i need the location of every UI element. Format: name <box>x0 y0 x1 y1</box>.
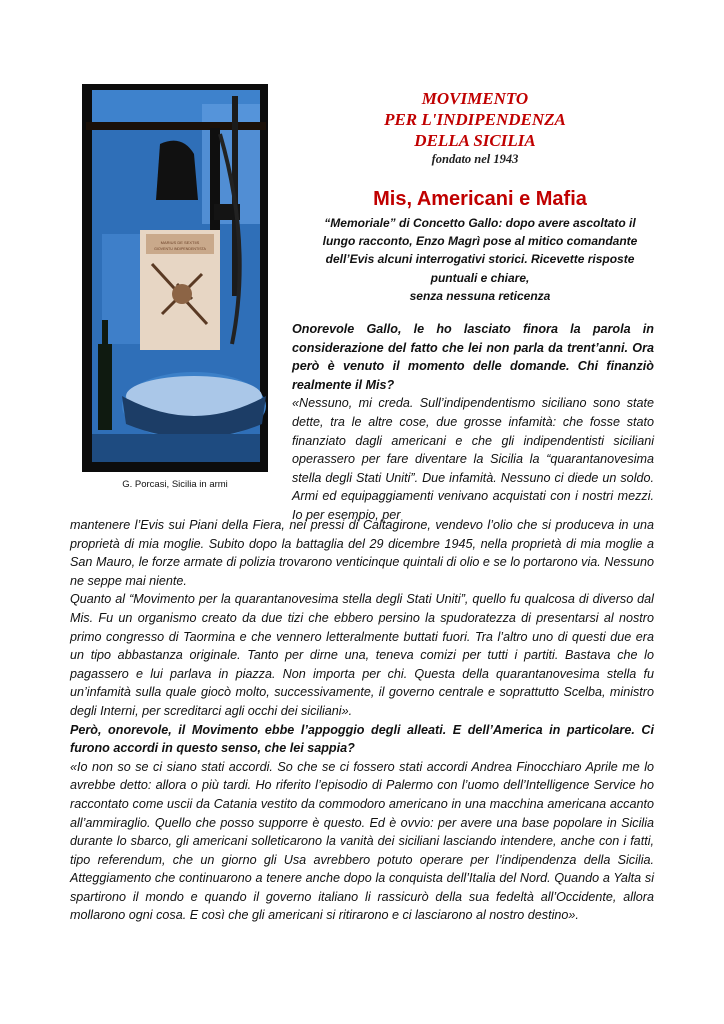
article-body <box>70 516 654 925</box>
question-1: Onorevole Gallo, le ho lasciato finora la parola in considerazione del fatto che lei non parla da trent’anni. Ora però è venuto il momento delle domande. Chi finanziò realmente il Mis? <box>292 322 654 392</box>
header-line-3: DELLA SICILIA <box>414 131 536 150</box>
header-line-1: MOVIMENTO <box>421 89 529 108</box>
painting-sicilia-in-armi <box>82 84 268 472</box>
header-line-2: PER L'INDIPENDENZA <box>384 110 566 129</box>
answer-1-continued: Quanto al “Movimento per la quarantanovesima stella degli Stati Uniti”, quello fu qualcosa di diverso dal Mis. Fu un organismo creato da due tizi che ebbero persino la spudoratezza di presentarsi al nostro primo congresso di Taormina e che vennero letteralmente buttati fuori. Tra l’altro uno di questi due era un tipo abbastanza originale. Tanto per dirne una, teneva comizi per tutti i partiti. Bastava che lo pagassero e lui parlava in piazza. Non importa per chi. Questa della quarantanovesima stella fu un’infamità sulla quale giocò molto, successivamente, il governo centrale e soprattutto Scelba, ministro degli Interni, per screditarci agli occhi dei siciliani». <box>70 592 654 718</box>
subtitle-line: lungo racconto, Enzo Magrì pose al mitico comandante <box>322 234 638 249</box>
answer-2: «Io non so se ci siano stati accordi. So che se ci fossero stati accordi Andrea Finocchiaro Aprile me lo avrebbe detto: allora o più tardi. Ho riferito l’episodio di Palermo con l’uomo dell’Intelligence Service ho raccontato come uscii da Catania vestito da commodoro americano in una macchina americana accanto all’ammiraglio. Quello che posso supporre è questo. Ed è ovvio: per avere una base popolare in Sicilia durante lo sbarco, gli americani solleticarono la vanità dei siciliani lasciando intendere, anche con i fatti, tipo referendum, che un giorno gli Usa avrebbero potuto operare per l’indipendenza della Sicilia. Atteggiamento che continuarono a tenere anche dopo la conquista dell’Italia del Nord. Quando a Yalta si spartirono il mondo e quando il governo italiano li rassicurò della sua fedeltà all’Occidente, allora mollarono ogni cosa. E così che gli americani si ritirarono e ci lasciarono al nostro destino». <box>70 759 654 923</box>
header-founded: fondato nel 1943 <box>431 152 519 166</box>
subtitle-line: puntuali e chiare, <box>430 270 530 285</box>
article-subtitle <box>300 214 660 305</box>
subtitle-line: dell’Evis alcuni interrogativi storici. Ricevette risposte <box>325 252 635 267</box>
movement-header <box>330 88 620 167</box>
article-column <box>292 320 654 525</box>
answer-1-column: «Nessuno, mi creda. Sull’indipendentismo siciliano sono state dette, tra le altre cose, due grosse infamità: che fosse stato finanziato dagli americani e che gli indipendentisti siciliani operassero per fare diventare la Sicilia la “quarantanovesima stella degli Stati Uniti”. Due infamità. Nessuno ci diede un soldo. Armi ed equipaggiamenti venivano acquistati con i nostri mezzi. Io per esempio, per <box>292 396 654 522</box>
poster-text: MARIUS DE SEXTIIS <box>160 240 200 245</box>
answer-1-full: mantenere l’Evis sui Piani della Fiera, nei pressi di Caltagirone, vendevo l’olio che si produceva in una proprietà di mia moglie. Subito dopo la battaglia del 29 dicembre 1945, nella proprietà di mia moglie a San Mauro, le forze armate di polizia trovarono venticinque quintali di olio e se lo portarono via. Nessuno ne seppe mai niente. <box>70 518 654 588</box>
subtitle-line: senza nessuna reticenza <box>409 288 551 303</box>
painting-caption: G. Porcasi, Sicilia in armi <box>122 479 228 490</box>
question-2: Però, onorevole, il Movimento ebbe l’appoggio degli alleati. E dell’America in particolare. Ci furono accordi in questo senso, che lei sappia? <box>70 722 654 756</box>
svg-text:GIOVENTU INDIPENDENTISTA: GIOVENTU INDIPENDENTISTA <box>154 247 206 251</box>
subtitle-line: “Memoriale” di Concetto Gallo: dopo avere ascoltato il <box>324 216 636 230</box>
article-title: Mis, Americani e Mafia <box>373 188 587 210</box>
